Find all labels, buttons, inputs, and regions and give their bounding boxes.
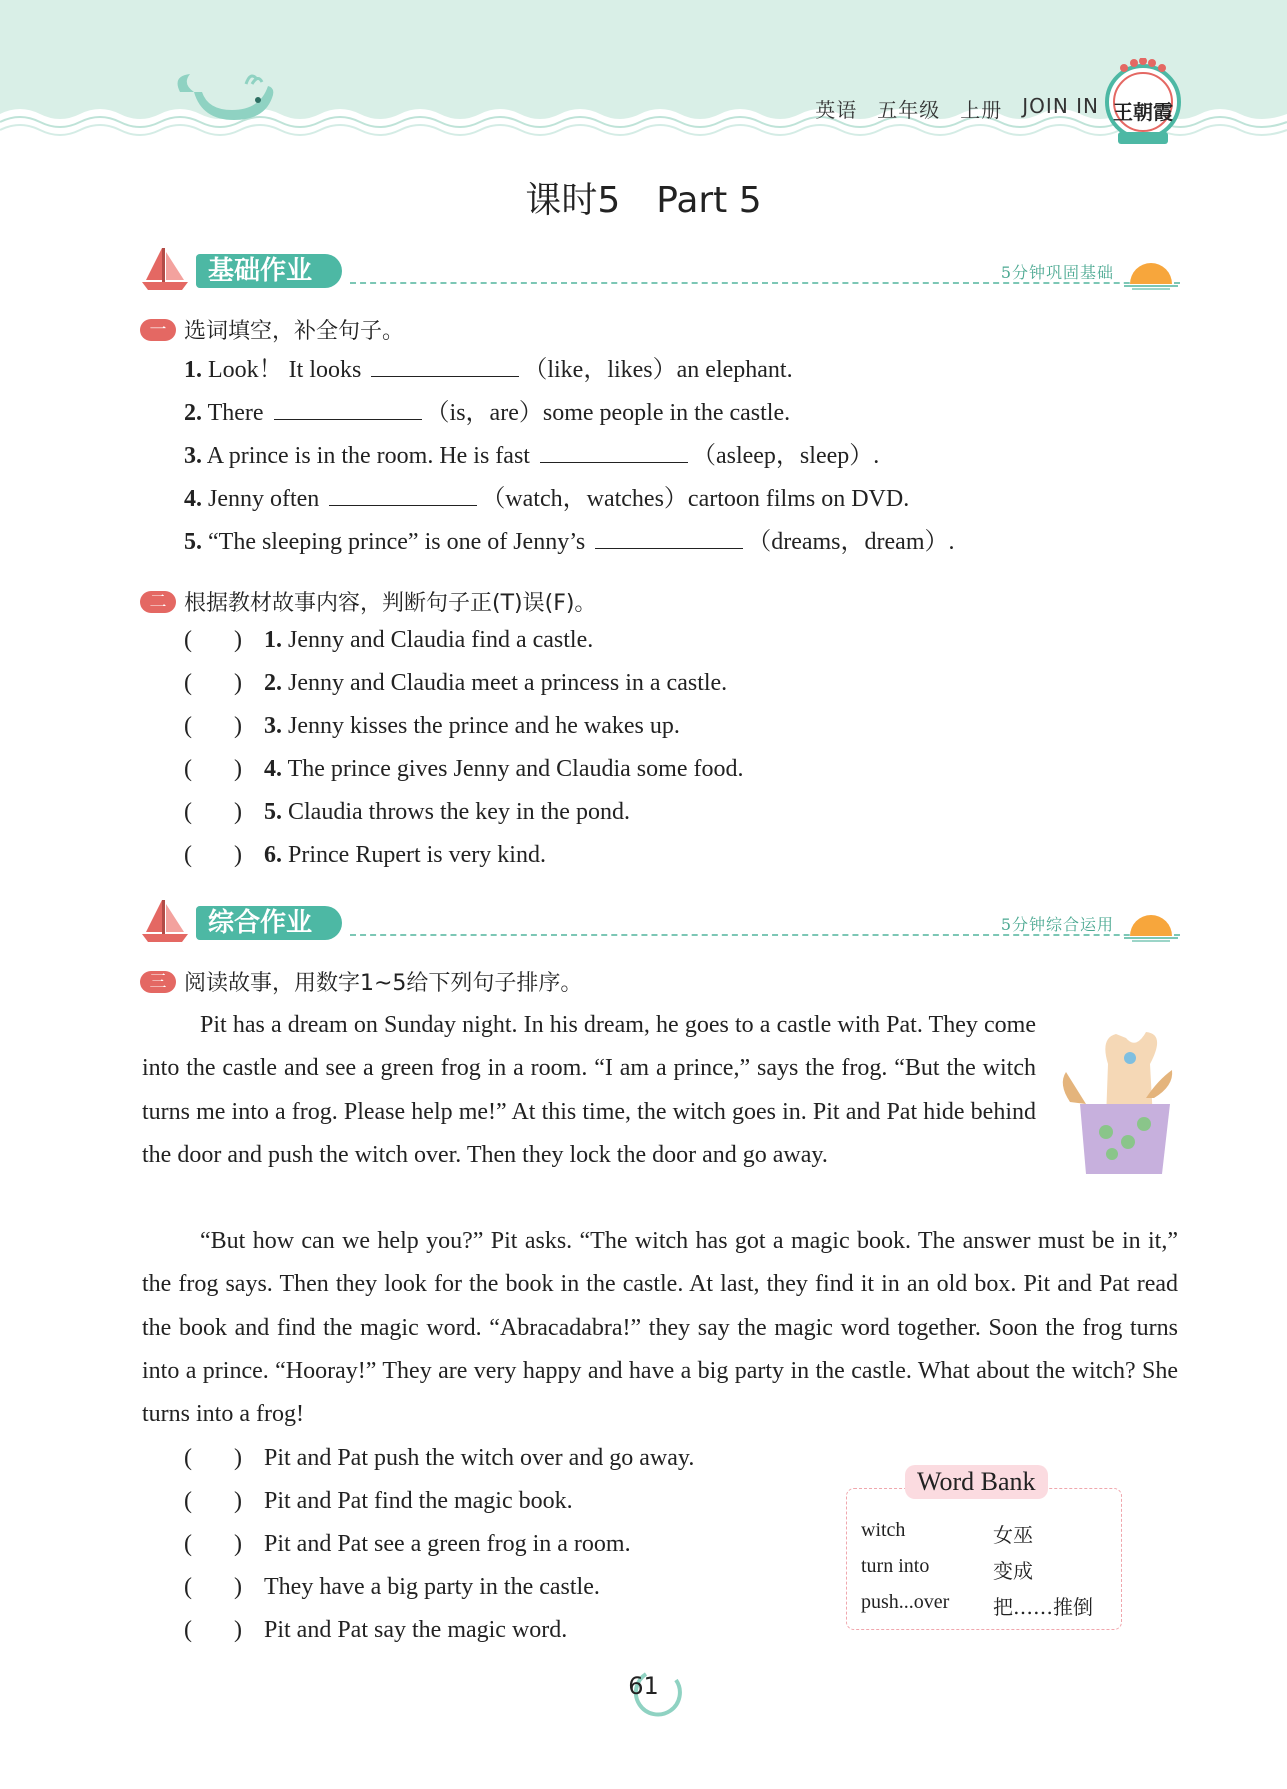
item-text: Jenny and Claudia find a castle. [288,627,594,653]
item-text: Prince Rupert is very kind. [288,842,546,868]
q2-item [184,796,630,828]
q1-item [184,354,793,386]
item-number: 1. [184,357,202,383]
section-title: 基础作业 [196,254,342,288]
answer-blank[interactable] [274,401,422,420]
q2-item [184,710,680,742]
edition-label: JOIN IN [1022,94,1099,118]
item-text: Pit and Pat find the magic book. [264,1488,573,1514]
story-paragraph-1: Pit has a dream on Sunday night. In his dream, he goes to a castle with Pat. They come into the castle and see a green frog in a room. “I am a prince,” says the frog. “But the witch turns me into a frog. Please help me!” At this time, the witch goes in. Pit and Pat hide behind the door and push the witch over. Then they lock the door and go away. [142,1012,1036,1168]
section-time-tag: 5分钟综合运用 [1000,915,1114,934]
item-number: 6. [264,842,282,868]
question-instruction: 阅读故事，用数字1~5给下列句子排序。 [184,971,583,996]
story-paragraph-2: “But how can we help you?” Pit asks. “The witch has got a magic book. The answer must be in it,” the frog says. Then they look for the book in the castle. At last, they find it in an old box. Pit and Pat read the book and find the magic word. “Abracadabra!” they say the magic word together. Soon the frog turns into a prince. “Hooray!” They are very happy and have a big party in the castle. What about the witch? She turns into a frog! [142,1228,1178,1428]
item-number: 5. [184,529,202,555]
q2-item [184,667,727,699]
q3-item [184,1571,600,1603]
item-options: （like，likes）an elephant. [523,357,793,383]
q3-item [184,1485,573,1517]
word-bank-translation: 变成 [993,1559,1033,1583]
item-text: “The sleeping prince” is one of Jenny’s [208,529,586,555]
item-text: Pit and Pat say the magic word. [264,1617,568,1643]
item-number: 2. [184,400,202,426]
answer-parentheses[interactable]: ( ) [184,799,242,825]
book-meta [815,94,1099,123]
answer-parentheses[interactable]: ( ) [184,713,242,739]
item-options: （watch，watches）cartoon films on DVD. [481,486,910,512]
q1-item [184,483,909,515]
question-1-heading [140,314,404,345]
word-bank-term: witch [861,1519,906,1541]
item-text: Jenny kisses the prince and he wakes up. [288,713,680,739]
section-banner-comprehensive [140,898,1180,950]
q1-item [184,397,790,429]
item-number: 1. [264,627,282,653]
section-title: 综合作业 [196,906,342,940]
whale-icon [172,70,280,132]
word-bank-title: Word Bank [905,1465,1048,1499]
item-text: They have a big party in the castle. [264,1574,600,1600]
item-text: Jenny and Claudia meet a princess in a castle. [288,670,728,696]
item-number: 3. [184,443,202,469]
section-banner-basic [140,246,1180,298]
answer-parentheses[interactable]: ( ) [184,1531,242,1557]
answer-blank[interactable] [595,530,743,549]
question-instruction: 选词填空，补全句子。 [184,319,405,344]
word-bank-term: turn into [861,1555,930,1577]
brand-logo-text: 王朝霞 [1113,100,1173,124]
question-number-badge: 二 [140,591,176,613]
answer-blank[interactable] [371,358,519,377]
subject-label: 英语 [815,98,858,122]
word-bank-translation: 把……推倒 [993,1595,1093,1619]
word-bank-term: push...over [861,1591,950,1613]
section-time-tag: 5分钟巩固基础 [1000,263,1114,282]
q3-item [184,1614,567,1646]
sunrise-icon [1122,908,1180,942]
volume-label: 上册 [960,98,1003,122]
answer-parentheses[interactable]: ( ) [184,670,242,696]
castle-illustration [1046,1024,1180,1180]
question-3-heading [140,966,582,997]
page-number: 61 [628,1672,659,1700]
sailboat-icon [140,246,190,292]
item-number: 3. [264,713,282,739]
answer-blank[interactable] [329,487,477,506]
q1-item [184,526,955,558]
item-options: （dreams，dream）. [747,529,955,555]
item-text: Claudia throws the key in the pond. [288,799,630,825]
answer-parentheses[interactable]: ( ) [184,1574,242,1600]
answer-parentheses[interactable]: ( ) [184,1445,242,1471]
item-number: 5. [264,799,282,825]
item-text: A prince is in the room. He is fast [206,443,530,469]
answer-parentheses[interactable]: ( ) [184,1488,242,1514]
q2-item [184,624,593,656]
page-title: 课时5 Part 5 [525,180,762,221]
q1-item [184,440,879,472]
item-number: 4. [264,756,282,782]
q2-item [184,753,743,785]
word-bank-translation: 女巫 [993,1523,1033,1547]
sunrise-icon [1122,256,1180,290]
answer-parentheses[interactable]: ( ) [184,842,242,868]
q2-item [184,839,546,871]
sailboat-icon [140,898,190,944]
question-number-badge: 三 [140,971,176,993]
word-bank [846,1467,1122,1630]
item-text: The prince gives Jenny and Claudia some food. [287,756,744,782]
question-instruction: 根据教材故事内容，判断句子正(T)误(F)。 [184,591,597,616]
q3-item [184,1528,631,1560]
item-text: There [207,400,264,426]
item-text: Look！ It looks [208,357,362,383]
answer-blank[interactable] [540,444,688,463]
item-number: 2. [264,670,282,696]
item-text: Pit and Pat push the witch over and go away. [264,1445,695,1471]
question-number-badge: 一 [140,319,176,341]
answer-parentheses[interactable]: ( ) [184,1617,242,1643]
item-text: Jenny often [208,486,320,512]
item-options: （is，are）some people in the castle. [425,400,791,426]
item-text: Pit and Pat see a green frog in a room. [264,1531,631,1557]
answer-parentheses[interactable]: ( ) [184,627,242,653]
question-2-heading [140,586,596,617]
item-options: （asleep，sleep）. [691,443,880,469]
answer-parentheses[interactable]: ( ) [184,756,242,782]
item-number: 4. [184,486,202,512]
q3-item [184,1442,694,1474]
grade-label: 五年级 [877,98,941,122]
